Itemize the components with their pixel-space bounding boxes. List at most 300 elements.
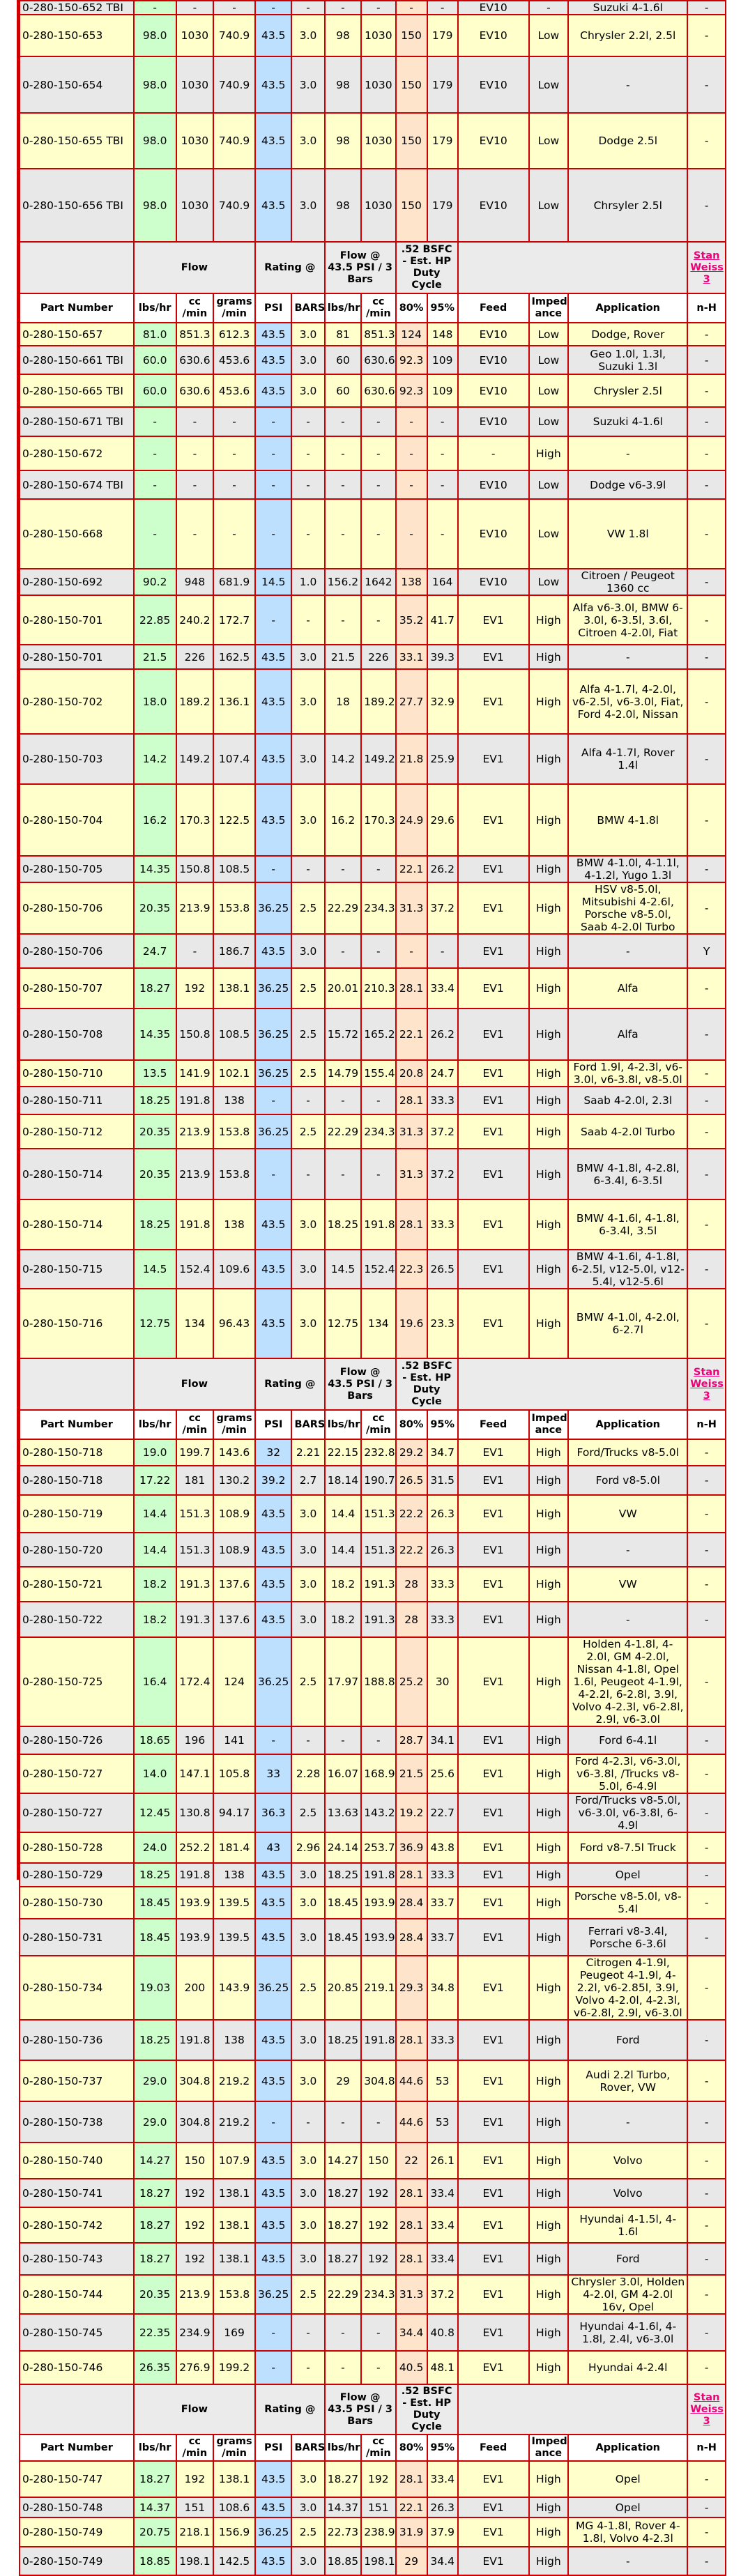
cell-flow-cc-min: 150 [361,2142,395,2179]
cell-part-number: 0-280-150-653 [20,15,134,56]
cell-flow-cc-min: 143.2 [361,1793,395,1832]
cell-impedance: High [529,856,569,882]
cell-psi: 43.5 [255,1250,291,1289]
cell-impedance: Low [529,15,569,56]
cell-cc-min: 1030 [176,113,214,169]
cell-duty-80: 28 [396,1602,427,1637]
cell-feed: EV1 [458,1060,529,1087]
header-rating: Rating @ [255,2384,325,2435]
cell-duty-95: 26.1 [427,2142,458,2179]
cell-application: - [568,2101,687,2142]
cell-application: Hyundai 4-2.4l [568,2351,687,2384]
header-flow: Flow [134,1358,255,1410]
cell-application: Suzuki 4-1.6l [568,1,687,15]
cell-flow-cc-min: - [361,407,395,436]
cell-lbs-hr: 12.45 [134,1793,176,1832]
cell-duty-95: 37.2 [427,882,458,934]
cell-n-h: - [687,2142,726,2179]
header-bsfc: .52 BSFC - Est. HP Duty Cycle [396,2384,458,2435]
table-row [20,1,726,15]
cell-n-h: - [687,2461,726,2497]
cell-feed: EV1 [458,1956,529,2020]
cell-bars: 3.0 [291,934,324,968]
column-header-9: 95% [427,1410,458,1439]
cell-duty-80: 31.9 [396,2517,427,2547]
cell-lbs-hr: 14.35 [134,856,176,882]
cell-feed: EV1 [458,1754,529,1793]
table-row [20,669,726,734]
cell-grams-min: 162.5 [213,645,255,669]
cell-flow-cc-min: 1642 [361,569,395,595]
cell-bars: 2.5 [291,1956,324,2020]
cell-flow-cc-min: 630.6 [361,374,395,407]
cell-impedance: High [529,882,569,934]
cell-flow-lbs-hr: 18.27 [325,2207,361,2243]
cell-flow-lbs-hr: 18.25 [325,2020,361,2060]
cell-duty-95: 31.5 [427,1466,458,1495]
cell-duty-80: 28.4 [396,1919,427,1956]
cell-lbs-hr: - [134,499,176,569]
cell-duty-80: 22.3 [396,1250,427,1289]
cell-duty-80: 28.1 [396,1199,427,1250]
cell-n-h: - [687,2275,726,2314]
cell-grams-min: 219.2 [213,2060,255,2101]
cell-feed: EV1 [458,882,529,934]
cell-grams-min: 199.2 [213,2351,255,2384]
cell-impedance: High [529,968,569,1009]
cell-flow-cc-min: 149.2 [361,734,395,784]
cell-lbs-hr: - [134,1,176,15]
table-row [20,1793,726,1832]
cell-cc-min: 192 [176,968,214,1009]
cell-psi: 39.2 [255,1466,291,1495]
cell-n-h: - [687,645,726,669]
cell-impedance: Low [529,113,569,169]
cell-psi: 43.5 [255,2060,291,2101]
cell-flow-cc-min: - [361,2351,395,2384]
cell-grams-min: - [213,436,255,470]
cell-duty-80: 28 [396,1567,427,1602]
cell-feed: EV10 [458,499,529,569]
cell-n-h: - [687,1726,726,1754]
cell-flow-cc-min: 190.7 [361,1466,395,1495]
cell-grams-min: 108.6 [213,2497,255,2517]
column-header-12: Application [568,293,687,323]
cell-part-number: 0-280-150-745 [20,2314,134,2351]
cell-grams-min: - [213,499,255,569]
cell-part-number: 0-280-150-737 [20,2060,134,2101]
cell-flow-lbs-hr: - [325,470,361,499]
cell-grams-min: 181.4 [213,1832,255,1863]
column-header-7: cc /min [361,293,395,323]
cell-lbs-hr: 14.27 [134,2142,176,2179]
cell-impedance: High [529,1466,569,1495]
group-header-row [20,2384,726,2435]
cell-flow-lbs-hr: 14.37 [325,2497,361,2517]
table-row [20,1919,726,1956]
cell-duty-80: - [396,1,427,15]
cell-cc-min: 192 [176,2243,214,2275]
cell-duty-80: 31.3 [396,2275,427,2314]
cell-flow-cc-min: - [361,595,395,645]
cell-flow-cc-min: 192 [361,2461,395,2497]
cell-flow-cc-min: - [361,1087,395,1114]
cell-grams-min: 108.5 [213,856,255,882]
cell-flow-cc-min: 191.3 [361,1567,395,1602]
table-row [20,595,726,645]
table-row [20,1199,726,1250]
table-row [20,113,726,169]
cell-bars: - [291,2101,324,2142]
cell-bars: 3.0 [291,1919,324,1956]
cell-n-h: - [687,1495,726,1533]
cell-duty-95: 33.3 [427,1199,458,1250]
cell-feed: EV10 [458,346,529,374]
cell-cc-min: 1030 [176,15,214,56]
cell-duty-95: 34.4 [427,2547,458,2575]
cell-psi: - [255,499,291,569]
column-header-10: Feed [458,2435,529,2461]
cell-cc-min: 304.8 [176,2101,214,2142]
column-header-9: 95% [427,2435,458,2461]
cell-flow-lbs-hr: 98 [325,169,361,242]
column-header-1: lbs/hr [134,293,176,323]
column-header-10: Feed [458,293,529,323]
cell-duty-95: 109 [427,346,458,374]
table-row [20,1495,726,1533]
cell-cc-min: 240.2 [176,595,214,645]
cell-part-number: 0-280-150-743 [20,2243,134,2275]
cell-psi: 43.5 [255,1863,291,1887]
cell-psi: 43.5 [255,1289,291,1358]
cell-flow-lbs-hr: 29 [325,2060,361,2101]
cell-lbs-hr: 20.35 [134,882,176,934]
cell-feed: EV1 [458,2101,529,2142]
cell-duty-80: 150 [396,15,427,56]
cell-n-h: - [687,1149,726,1199]
cell-impedance: Low [529,470,569,499]
cell-bars: 2.5 [291,882,324,934]
stan-weiss-link[interactable]: Stan Weiss 3 [687,2384,726,2435]
table-row [20,1087,726,1114]
cell-lbs-hr: 18.27 [134,2461,176,2497]
cell-n-h: - [687,2517,726,2547]
cell-duty-95: 39.3 [427,645,458,669]
cell-grams-min: 740.9 [213,15,255,56]
cell-application: - [568,436,687,470]
cell-cc-min: 151.3 [176,1533,214,1567]
header-blank [458,2384,688,2435]
cell-lbs-hr: 81.0 [134,323,176,346]
cell-flow-lbs-hr: - [325,934,361,968]
cell-lbs-hr: 14.4 [134,1495,176,1533]
cell-flow-cc-min: 152.4 [361,1250,395,1289]
cell-part-number: 0-280-150-672 [20,436,134,470]
cell-bars: 3.0 [291,113,324,169]
cell-lbs-hr: 19.0 [134,1439,176,1466]
cell-duty-80: 35.2 [396,595,427,645]
cell-flow-lbs-hr: - [325,2351,361,2384]
cell-lbs-hr: - [134,470,176,499]
cell-duty-95: 34.1 [427,1726,458,1754]
cell-impedance: Low [529,499,569,569]
table-row [20,1637,726,1726]
cell-psi: 36.25 [255,1637,291,1726]
cell-cc-min: 213.9 [176,2275,214,2314]
cell-psi: 43.5 [255,734,291,784]
cell-feed: EV1 [458,1289,529,1358]
cell-n-h: - [687,1009,726,1060]
cell-cc-min: 181 [176,1466,214,1495]
cell-flow-cc-min: 151.3 [361,1495,395,1533]
cell-psi: 36.25 [255,1114,291,1149]
cell-n-h: - [687,1087,726,1114]
header-rating: Rating @ [255,242,325,293]
cell-n-h: - [687,2207,726,2243]
cell-part-number: 0-280-150-734 [20,1956,134,2020]
table-row [20,1956,726,2020]
cell-grams-min: 143.6 [213,1439,255,1466]
cell-application: Ford v8-7.5l Truck [568,1832,687,1863]
cell-duty-95: 43.8 [427,1832,458,1863]
cell-flow-lbs-hr: 12.75 [325,1289,361,1358]
cell-cc-min: 170.3 [176,784,214,856]
cell-duty-80: 21.8 [396,734,427,784]
cell-duty-80: 36.9 [396,1832,427,1863]
cell-application: Ferrari v8-3.4l, Porsche 6-3.6l [568,1919,687,1956]
cell-duty-95: 24.7 [427,1060,458,1087]
cell-flow-lbs-hr: 18.25 [325,1863,361,1887]
cell-cc-min: 630.6 [176,346,214,374]
cell-flow-lbs-hr: 24.14 [325,1832,361,1863]
cell-n-h: - [687,2314,726,2351]
cell-psi: 43.5 [255,1887,291,1919]
cell-duty-80: 28.1 [396,1087,427,1114]
cell-impedance: High [529,595,569,645]
cell-bars: - [291,2351,324,2384]
cell-lbs-hr: 18.27 [134,2179,176,2207]
cell-impedance: High [529,436,569,470]
cell-duty-80: 27.7 [396,669,427,734]
cell-grams-min: 153.8 [213,1149,255,1199]
cell-psi: - [255,2351,291,2384]
cell-flow-cc-min: 253.7 [361,1832,395,1863]
cell-feed: EV1 [458,1114,529,1149]
cell-cc-min: 948 [176,569,214,595]
cell-n-h: - [687,15,726,56]
cell-duty-80: 28.1 [396,1863,427,1887]
cell-part-number: 0-280-150-714 [20,1199,134,1250]
header-flow-at: Flow @ 43.5 PSI / 3 Bars [325,1358,396,1410]
cell-bars: - [291,470,324,499]
cell-application: Citrogen 4-1.9l, Peugeot 4-1.9l, 4-2.2l, v6-2.85l, 3.9l, Volvo 4-2.0l, 4-2.3l, v6-2.8l, 2.9l, v6-3.0l [568,1956,687,2020]
cell-psi: - [255,2101,291,2142]
cell-n-h: - [687,1832,726,1863]
cell-lbs-hr: 18.45 [134,1887,176,1919]
cell-impedance: High [529,1887,569,1919]
stan-weiss-link[interactable]: Stan Weiss 3 [687,242,726,293]
cell-impedance: High [529,1919,569,1956]
cell-duty-80: 28.1 [396,2020,427,2060]
cell-impedance: High [529,1289,569,1358]
cell-flow-cc-min: 191.3 [361,1602,395,1637]
cell-grams-min: 453.6 [213,346,255,374]
cell-feed: EV10 [458,323,529,346]
cell-feed: EV1 [458,1466,529,1495]
cell-duty-80: 20.8 [396,1060,427,1087]
cell-feed: EV1 [458,1199,529,1250]
cell-cc-min: 151.3 [176,1495,214,1533]
cell-lbs-hr: 14.37 [134,2497,176,2517]
cell-cc-min: 130.8 [176,1793,214,1832]
cell-cc-min: 191.3 [176,1567,214,1602]
cell-impedance: Low [529,56,569,113]
table-row [20,470,726,499]
cell-flow-cc-min: 192 [361,2179,395,2207]
cell-n-h: - [687,1863,726,1887]
cell-grams-min: 139.5 [213,1887,255,1919]
cell-application: BMW 4-1.8l [568,784,687,856]
column-header-1: lbs/hr [134,2435,176,2461]
column-header-10: Feed [458,1410,529,1439]
cell-feed: EV1 [458,1533,529,1567]
cell-bars: 3.0 [291,669,324,734]
stan-weiss-link[interactable]: Stan Weiss 3 [687,1358,726,1410]
cell-lbs-hr: - [134,407,176,436]
cell-bars: 3.0 [291,645,324,669]
cell-duty-95: 25.6 [427,1754,458,1793]
cell-psi: 43.5 [255,374,291,407]
cell-application: VW 1.8l [568,499,687,569]
table-row [20,2497,726,2517]
cell-n-h: - [687,2243,726,2275]
cell-feed: EV1 [458,1567,529,1602]
cell-flow-cc-min: 168.9 [361,1754,395,1793]
cell-psi: 43.5 [255,1495,291,1533]
cell-cc-min: 252.2 [176,1832,214,1863]
cell-duty-95: 30 [427,1637,458,1726]
cell-duty-95: 109 [427,374,458,407]
table-row [20,2020,726,2060]
cell-psi: 43.5 [255,2497,291,2517]
cell-psi: 43.5 [255,323,291,346]
cell-cc-min: 226 [176,645,214,669]
column-header-3: grams /min [213,2435,255,2461]
column-header-row [20,2435,726,2461]
cell-feed: EV1 [458,1887,529,1919]
cell-duty-80: - [396,470,427,499]
cell-impedance: High [529,1495,569,1533]
cell-flow-lbs-hr: 22.73 [325,2517,361,2547]
cell-part-number: 0-280-150-661 TBI [20,346,134,374]
cell-psi: 43.5 [255,1602,291,1637]
cell-bars: 3.0 [291,1533,324,1567]
cell-feed: EV1 [458,669,529,734]
cell-lbs-hr: 18.45 [134,1919,176,1956]
cell-duty-80: 28.7 [396,1726,427,1754]
cell-duty-95: 33.3 [427,1602,458,1637]
cell-impedance: High [529,1009,569,1060]
cell-impedance: High [529,2060,569,2101]
cell-flow-lbs-hr: 18.2 [325,1567,361,1602]
cell-bars: - [291,1726,324,1754]
cell-cc-min: 192 [176,2207,214,2243]
cell-application: Dodge v6-3.9l [568,470,687,499]
cell-flow-cc-min: - [361,856,395,882]
cell-n-h: - [687,1060,726,1087]
cell-duty-95: - [427,1,458,15]
cell-flow-cc-min: 170.3 [361,784,395,856]
cell-psi: 36.25 [255,2517,291,2547]
cell-lbs-hr: 18.2 [134,1567,176,1602]
cell-flow-cc-min: 304.8 [361,2060,395,2101]
cell-duty-80: 22 [396,2142,427,2179]
cell-lbs-hr: 18.25 [134,2020,176,2060]
cell-duty-95: 33.3 [427,2020,458,2060]
cell-n-h: - [687,1567,726,1602]
cell-application: Ford [568,2243,687,2275]
cell-cc-min: 150.8 [176,856,214,882]
table-row [20,1887,726,1919]
cell-duty-80: 124 [396,323,427,346]
table-row [20,1114,726,1149]
cell-n-h: - [687,1289,726,1358]
cell-impedance: High [529,2020,569,2060]
cell-part-number: 0-280-150-742 [20,2207,134,2243]
cell-flow-lbs-hr: - [325,595,361,645]
cell-bars: 2.5 [291,1009,324,1060]
header-bsfc: .52 BSFC - Est. HP Duty Cycle [396,1358,458,1410]
cell-application: Chrysler 3.0l, Holden 4-2.0l, GM 4-2.0l 16v, Opel [568,2275,687,2314]
cell-bars: 2.7 [291,1466,324,1495]
cell-grams-min: 138.1 [213,2243,255,2275]
cell-application: Ford 4-2.3l, v6-3.0l, v6-3.8l, /Trucks v8-5.0l, 6-4.9l [568,1754,687,1793]
cell-flow-lbs-hr: 18.27 [325,2461,361,2497]
cell-application: Hyundai 4-1.6l, 4-1.8l, 2.4l, v6-3.0l [568,2314,687,2351]
cell-flow-cc-min: 192 [361,2207,395,2243]
table-row [20,2275,726,2314]
cell-grams-min: 142.5 [213,2547,255,2575]
cell-psi: - [255,1,291,15]
cell-cc-min: 141.9 [176,1060,214,1087]
cell-lbs-hr: 22.35 [134,2314,176,2351]
cell-bars: 3.0 [291,2179,324,2207]
cell-feed: EV1 [458,1602,529,1637]
cell-bars: 2.96 [291,1832,324,1863]
table-row [20,1466,726,1495]
column-header-7: cc /min [361,1410,395,1439]
table-row [20,569,726,595]
header-rating: Rating @ [255,1358,325,1410]
cell-duty-80: 150 [396,56,427,113]
cell-feed: EV10 [458,374,529,407]
table-row [20,1289,726,1358]
cell-feed: EV1 [458,2497,529,2517]
cell-n-h: - [687,2020,726,2060]
cell-cc-min: - [176,499,214,569]
cell-bars: 3.0 [291,56,324,113]
table-row [20,56,726,113]
header-blank [458,242,688,293]
cell-flow-lbs-hr: - [325,1149,361,1199]
cell-feed: EV1 [458,2517,529,2547]
cell-bars: 2.5 [291,2275,324,2314]
cell-part-number: 0-280-150-718 [20,1439,134,1466]
table-row [20,2101,726,2142]
cell-psi: 43.5 [255,1199,291,1250]
cell-cc-min: 198.1 [176,2547,214,2575]
cell-duty-80: 29.3 [396,1956,427,2020]
